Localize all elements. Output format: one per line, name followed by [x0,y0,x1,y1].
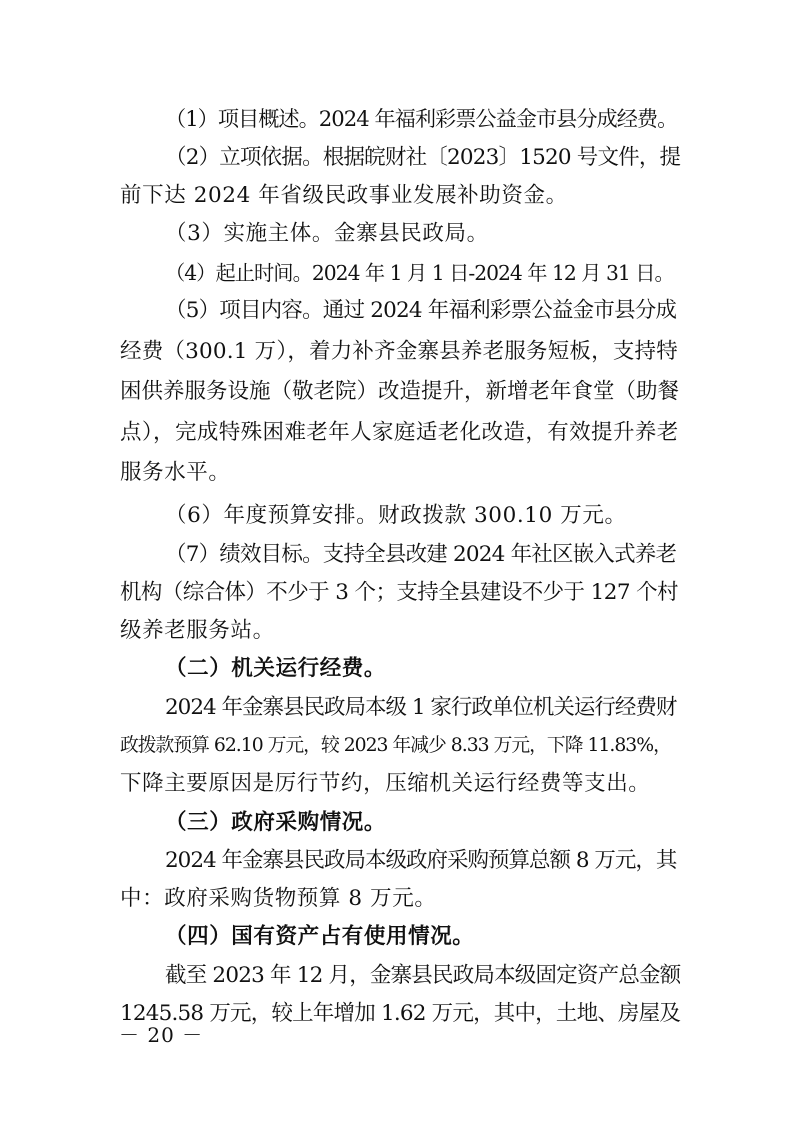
paragraph-line-item-7-cont-1: 机构（综合体）不少于 3 个；支持全县建设不少于 127 个村 [120,580,678,605]
paragraph-line-item-1: （1）项目概述。2024 年福利彩票公益金市县分成经费。 [165,106,678,131]
paragraph-line-item-2-cont: 前下达 2024 年省级民政事业发展补助资金。 [120,183,568,208]
paragraph-line-operating-2: 政拨款预算 62.10 万元，较 2023 年减少 8.33 万元，下降 11.83%， [120,735,671,756]
paragraph-line-operating-1: 2024 年金寨县民政局本级 1 家行政单位机关运行经费财 [165,695,677,720]
paragraph-line-item-2: （2）立项依据。根据皖财社〔2023〕1520 号文件，提 [165,145,681,170]
paragraph-line-item-5-cont-3: 点），完成特殊困难老年人家庭适老化改造，有效提升养老 [120,420,679,445]
section-heading-procurement: （三）政府采购情况。 [165,810,387,835]
page-number: － 20 － [119,1023,204,1047]
paragraph-line-item-7: （7）绩效目标。支持全县改建 2024 年社区嵌入式养老 [165,542,677,567]
paragraph-line-item-5: （5）项目内容。通过 2024 年福利彩票公益金市县分成 [165,298,677,323]
paragraph-line-assets-1: 截至 2023 年 12 月，金寨县民政局本级固定资产总金额 [165,963,681,988]
paragraph-line-item-3: （3）实施主体。金寨县民政局。 [165,221,489,246]
paragraph-line-item-5-cont-1: 经费（300.1 万），着力补齐金寨县养老服务短板，支持特 [120,339,678,364]
paragraph-line-item-5-cont-4: 服务水平。 [120,460,231,485]
paragraph-line-procurement-2: 中：政府采购货物预算 8 万元。 [120,886,437,911]
section-heading-state-assets: （四）国有资产占有使用情况。 [165,924,475,949]
paragraph-line-item-6: （6）年度预算安排。财政拨款 300.10 万元。 [165,503,627,528]
paragraph-line-item-5-cont-2: 困供养服务设施（敬老院）改造提升，新增老年食堂（助餐 [120,379,680,404]
paragraph-line-item-4: （4）起止时间。2024 年 1 月 1 日-2024 年 12 月 31 日。 [165,261,674,285]
paragraph-line-item-7-cont-2: 级养老服务站。 [120,618,275,643]
paragraph-line-assets-2: 1245.58 万元，较上年增加 1.62 万元，其中，土地、房屋及 [120,1001,681,1026]
section-heading-operating-expenses: （二）机关运行经费。 [165,656,387,681]
paragraph-line-operating-3: 下降主要原因是厉行节约，压缩机关运行经费等支出。 [120,771,651,796]
paragraph-line-procurement-1: 2024 年金寨县民政局本级政府采购预算总额 8 万元，其 [165,848,677,873]
